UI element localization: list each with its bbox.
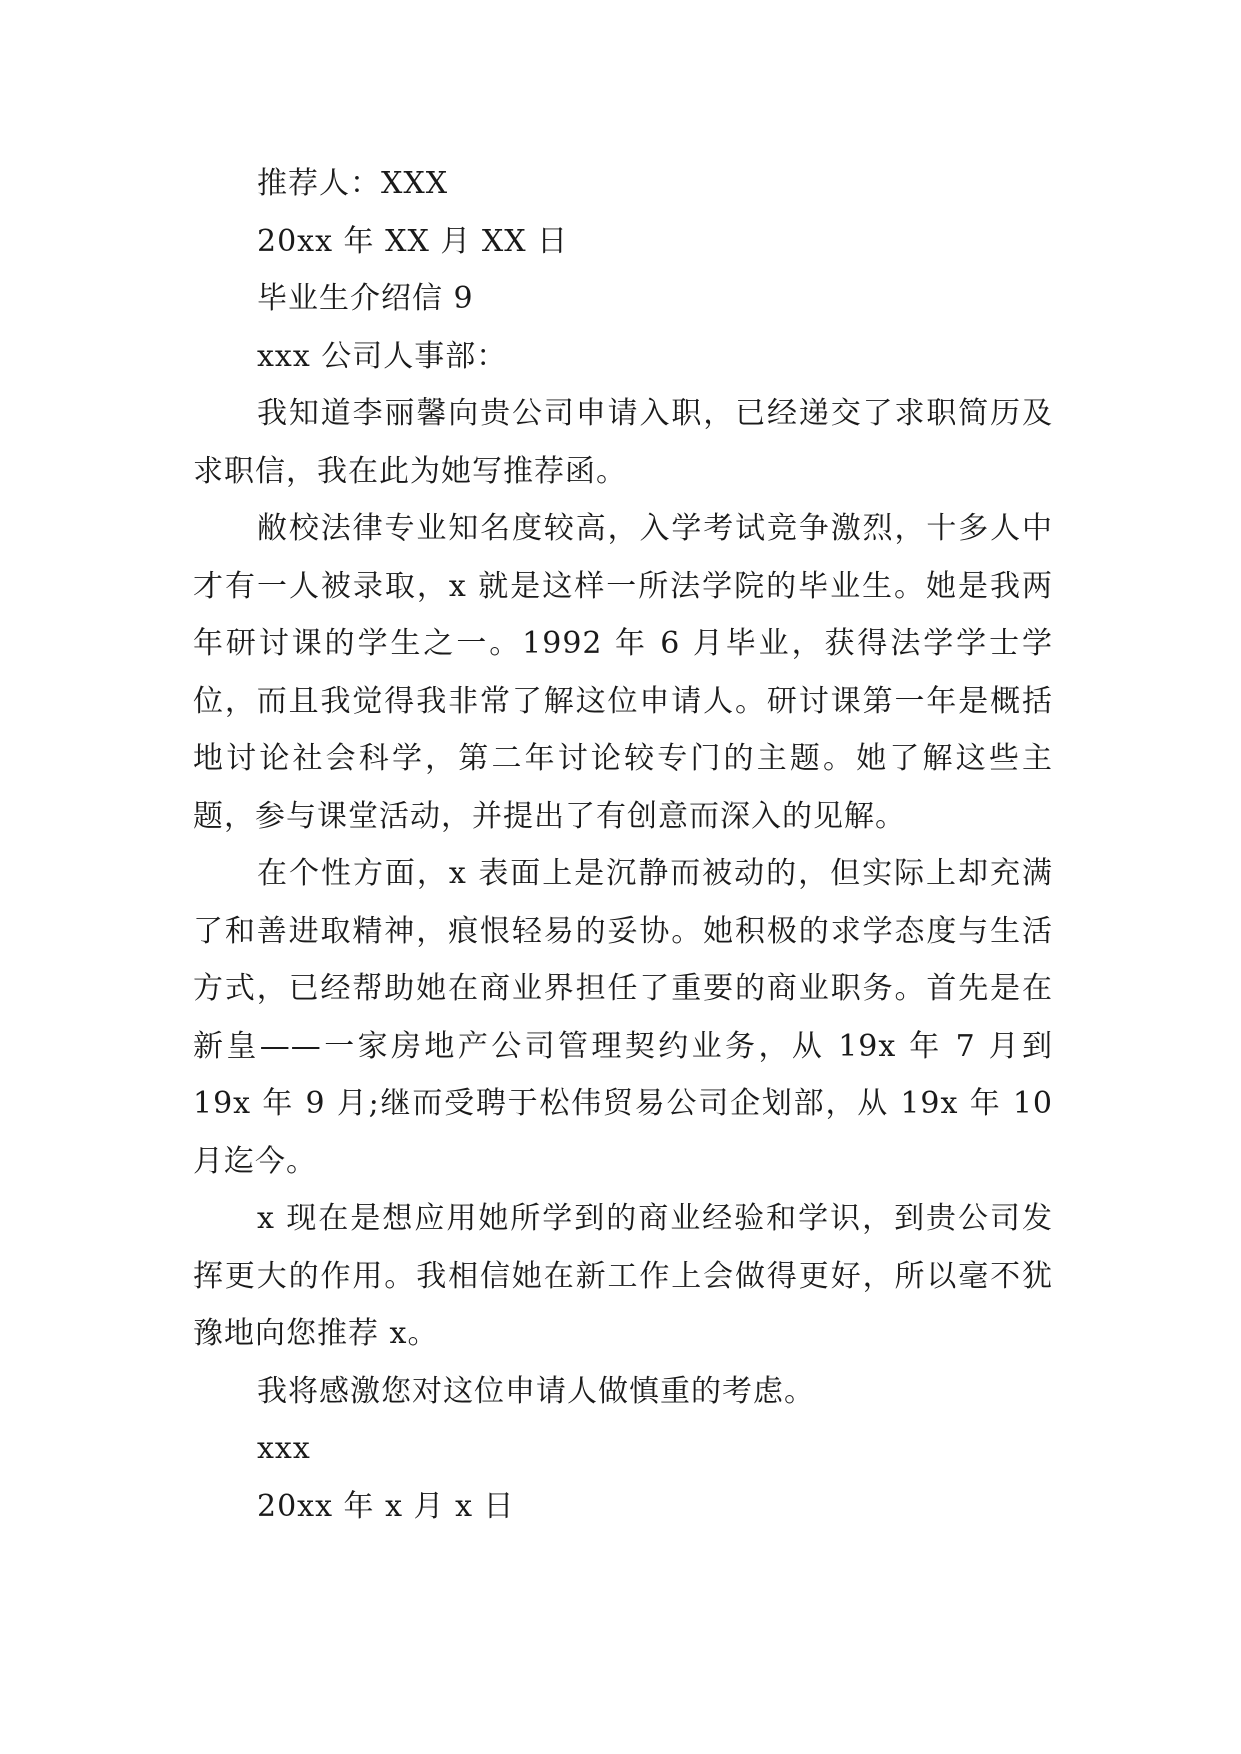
date-line: 20xx 年 XX 月 XX 日: [257, 223, 569, 259]
paragraph-personality: 在个性方面，x 表面上是沉静而被动的，但实际上却充满了和善进取精神，痕恨轻易的妥协。她积极的求学态度与生活方式，已经帮助她在商业界担任了重要的商业职务。首先是在新皇——一家房地产公司管理契约业务，从 19x 年 7 月到 19x 年 9 月;继而受聘于松伟贸易公司企划部，从 19x 年 10 月迄今。: [193, 856, 1053, 1179]
signature: xxx: [257, 1431, 311, 1466]
signature-date: 20xx 年 x 月 x 日: [257, 1488, 515, 1524]
section-title: 毕业生介绍信 9: [257, 281, 474, 316]
paragraph-closing: 我将感激您对这位申请人做慎重的考虑。: [257, 1373, 815, 1409]
paragraph-recommendation: x 现在是想应用她所学到的商业经验和学识，到贵公司发挥更大的作用。我相信她在新工作上会做得更好，所以毫不犹豫地向您推荐 x。: [193, 1201, 1053, 1351]
recommender-line: 推荐人：XXX: [257, 166, 449, 201]
paragraph-education: 敝校法律专业知名度较高，入学考试竞争激烈，十多人中才有一人被录取，x 就是这样一所法学院的毕业生。她是我两年研讨课的学生之一。1992 年 6 月毕业，获得法学学士学位，而且我觉得我非常了解这位申请人。研讨课第一年是概括地讨论社会科学，第二年讨论较专门的主题。她了解这些主题，参与课堂活动，并提出了有创意而深入的见解。: [193, 511, 1053, 834]
document-body: [193, 155, 1053, 1535]
salutation: xxx 公司人事部：: [257, 338, 508, 374]
paragraph-intro: 我知道李丽馨向贵公司申请入职，已经递交了求职简历及求职信，我在此为她写推荐函。: [193, 396, 1053, 489]
